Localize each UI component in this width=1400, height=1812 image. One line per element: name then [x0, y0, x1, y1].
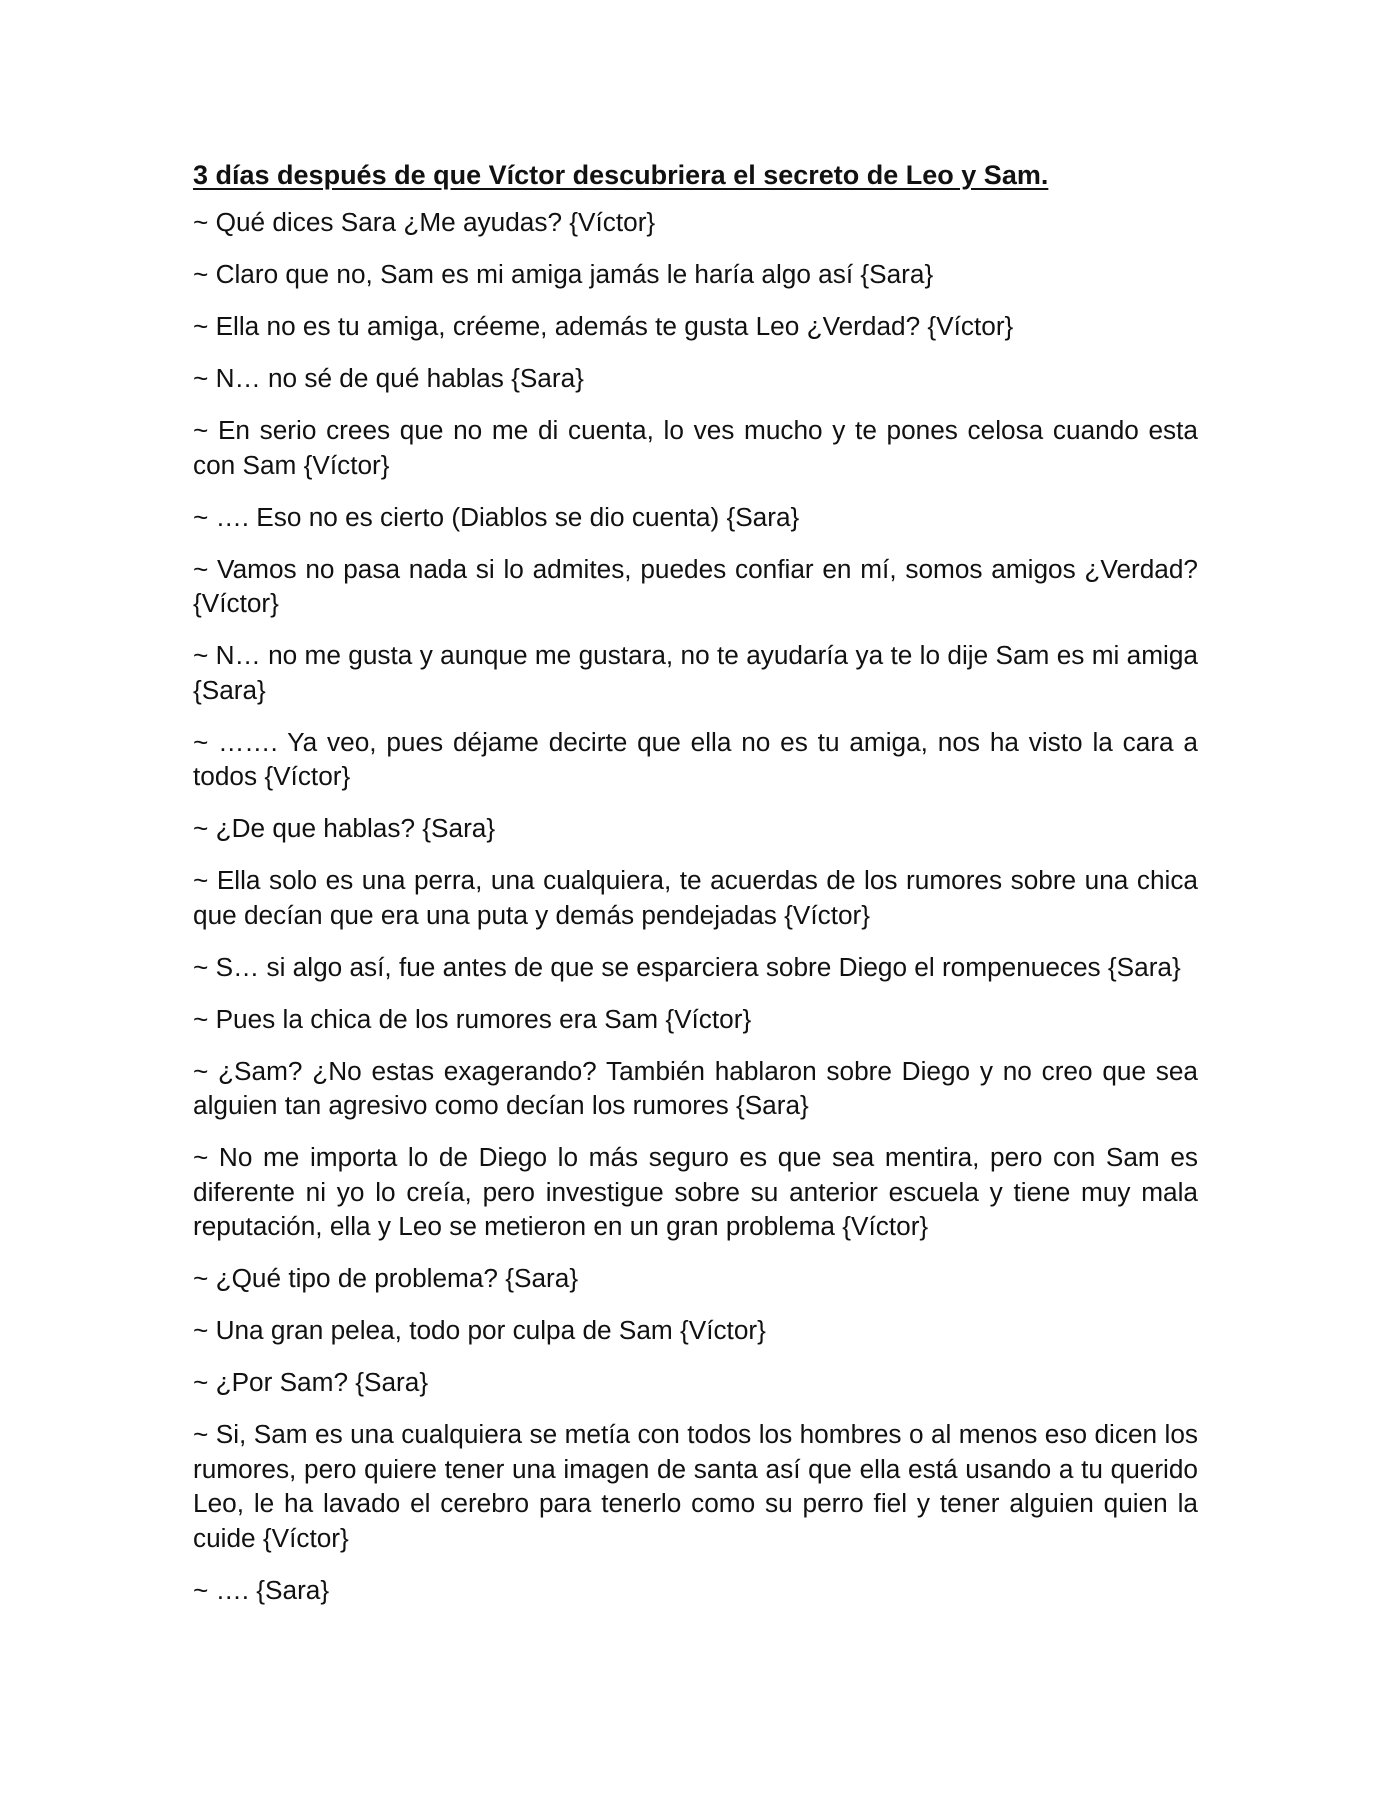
- dialogue-line: ~ ¿Sam? ¿No estas exagerando? También hablaron sobre Diego y no creo que sea alguien tan agresivo como decían los rumores {Sara}: [193, 1055, 1198, 1120]
- dialogue-line: ~ Pues la chica de los rumores era Sam {Víctor}: [193, 1003, 752, 1034]
- dialogue-line: ~ No me importa lo de Diego lo más seguro es que sea mentira, pero con Sam es diferente ni yo lo creía, pero investigue sobre su anterior escuela y tiene muy mala reputación, ella y Leo se metieron en un gran problema {Víctor}: [193, 1142, 1198, 1241]
- document-page: [193, 158, 1198, 1625]
- dialogue-line: ~ Claro que no, Sam es mi amiga jamás le haría algo así {Sara}: [193, 259, 934, 289]
- dialogue-line: ~ N… no me gusta y aunque me gustara, no te ayudaría ya te lo dije Sam es mi amiga {Sara}: [193, 640, 1198, 705]
- dialogue-line: ~ Una gran pelea, todo por culpa de Sam {Víctor}: [193, 1315, 766, 1345]
- dialogue-line: ~ ¿Qué tipo de problema? {Sara}: [193, 1263, 579, 1293]
- dialogue-line: ~ ¿Por Sam? {Sara}: [193, 1367, 429, 1397]
- dialogue-line: ~ S… si algo así, fue antes de que se esparciera sobre Diego el rompenueces {Sara}: [193, 951, 1181, 982]
- dialogue-line: ~ ¿De que hablas? {Sara}: [193, 813, 496, 843]
- dialogue-line: ~ Qué dices Sara ¿Me ayudas? {Víctor}: [193, 207, 656, 237]
- document-title: 3 días después de que Víctor descubriera el secreto de Leo y Sam.: [193, 160, 1049, 190]
- dialogue-line: ~ …. Eso no es cierto (Diablos se dio cuenta) {Sara}: [193, 501, 800, 532]
- dialogue-list: [193, 205, 1198, 1607]
- dialogue-line: ~ Si, Sam es una cualquiera se metía con todos los hombres o al menos eso dicen los rumores, pero quiere tener una imagen de santa así que ella está usando a tu querido Leo, le ha lavado el cerebro para tenerlo como su perro fiel y tener alguien quien la cuide {Víctor}: [193, 1419, 1198, 1553]
- dialogue-line: ~ Vamos no pasa nada si lo admites, puedes confiar en mí, somos amigos ¿Verdad? {Víctor}: [193, 553, 1198, 618]
- dialogue-line: ~ Ella no es tu amiga, créeme, además te gusta Leo ¿Verdad? {Víctor}: [193, 311, 1014, 341]
- dialogue-line: ~ Ella solo es una perra, una cualquiera, te acuerdas de los rumores sobre una chica que decían que era una puta y demás pendejadas {Víctor}: [193, 865, 1198, 930]
- dialogue-line: ~ …. {Sara}: [193, 1574, 330, 1605]
- dialogue-line: ~ N… no sé de qué hablas {Sara}: [193, 363, 584, 393]
- dialogue-line: ~ ……. Ya veo, pues déjame decirte que ella no es tu amiga, nos ha visto la cara a todos {Víctor}: [193, 726, 1198, 791]
- dialogue-line: ~ En serio crees que no me di cuenta, lo ves mucho y te pones celosa cuando esta con Sam {Víctor}: [193, 415, 1198, 480]
